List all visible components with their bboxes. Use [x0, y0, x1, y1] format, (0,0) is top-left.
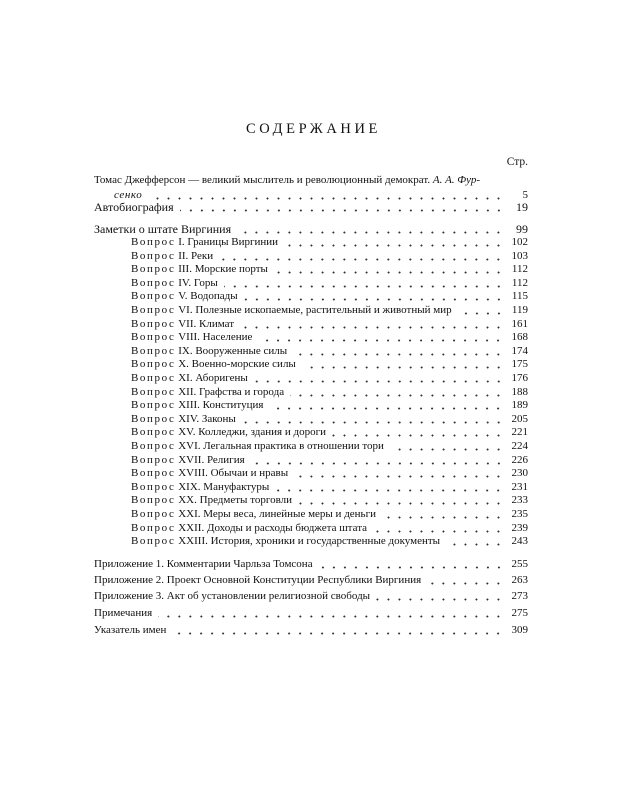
toc-entry-title: XXI. Меры веса, линейные меры и деньги	[178, 508, 376, 520]
toc-entry-label-group	[131, 331, 252, 344]
toc-entry-title: XVII. Религия	[178, 453, 245, 466]
toc-entry-title: Приложение 2. Проект Основной Конституции Республики Виргиния	[94, 574, 422, 586]
toc-entry-label-group	[131, 535, 440, 548]
toc-page-number: 161	[511, 317, 528, 330]
toc-page-number: 176	[511, 372, 528, 384]
toc-entry[interactable]	[94, 589, 528, 603]
toc-entry-title: II. Реки	[178, 249, 214, 262]
toc-page-number: 115	[511, 290, 528, 303]
toc-page-number: 230	[511, 467, 528, 480]
toc-entry-title: IV. Горы	[178, 276, 218, 289]
toc-entry-title: IX. Вооруженные силы	[178, 344, 288, 357]
toc-page-number: 102	[511, 236, 528, 248]
leader-dots	[242, 421, 504, 424]
leader-dots	[237, 231, 504, 234]
toc-entry-prefix: Вопрос	[131, 385, 176, 398]
toc-entry[interactable]	[131, 507, 528, 521]
toc-entry-prefix: Вопрос	[131, 372, 176, 384]
toc-entry-title: Автобиография	[94, 200, 174, 214]
toc-entry-prefix: Вопрос	[131, 263, 176, 276]
toc-entry-label-group	[131, 345, 287, 358]
toc-entry-label-group	[131, 358, 296, 371]
toc-entry[interactable]	[131, 262, 528, 276]
toc-entry[interactable]	[131, 249, 528, 263]
toc-entry-prefix: Вопрос	[131, 453, 176, 466]
leader-dots	[427, 582, 504, 585]
toc-entry-label-group	[131, 440, 384, 453]
toc-page-number: 231	[511, 480, 528, 493]
toc-entry-title: III. Морские порты	[178, 263, 268, 276]
toc-page-number: 233	[511, 494, 528, 507]
page-title: СОДЕРЖАНИЕ	[246, 121, 381, 137]
leader-dots	[251, 462, 504, 465]
toc-entry-title: XIX. Мануфактуры	[178, 480, 270, 493]
toc-entry-title: VIII. Население	[178, 331, 253, 344]
toc-entry-label-group	[131, 304, 452, 317]
toc-entry-prefix: Вопрос	[131, 535, 176, 548]
toc-entry[interactable]	[131, 357, 528, 371]
page-column-header: Стр.	[506, 156, 528, 168]
toc-entry-label-group	[94, 558, 313, 571]
leader-dots	[294, 475, 504, 478]
toc-entry[interactable]	[94, 557, 528, 571]
toc-entry-label-group	[131, 236, 278, 249]
toc-entry-title: Указатель имен	[94, 624, 167, 636]
toc-entry-prefix: Вопрос	[131, 494, 176, 507]
leader-dots	[390, 448, 504, 451]
toc-entry-title: XXIII. История, хроники и государственные документы	[178, 535, 441, 548]
leader-dots	[376, 598, 504, 601]
toc-page-number: 112	[511, 276, 528, 289]
toc-entry[interactable]	[131, 425, 528, 439]
leader-dots	[269, 407, 504, 410]
toc-entry-prefix: Вопрос	[131, 521, 176, 534]
intro-author-part2: сенко	[114, 189, 143, 201]
toc-entry-title: XIII. Конституция	[178, 399, 264, 412]
toc-entry-title: XIV. Законы	[178, 412, 236, 425]
toc-entry[interactable]	[94, 573, 528, 587]
toc-entry-title: Заметки о штате Виргиния	[94, 222, 232, 236]
toc-entry-prefix: Вопрос	[131, 358, 176, 371]
toc-entry-prefix: Вопрос	[131, 508, 176, 520]
toc-entry-prefix: Вопрос	[131, 276, 176, 289]
toc-entry[interactable]	[131, 385, 528, 399]
toc-entry-title: X. Военно-морские силы	[178, 358, 296, 371]
toc-entry-label-group	[94, 201, 174, 214]
leader-dots	[319, 566, 504, 569]
toc-entry[interactable]	[131, 480, 528, 494]
toc-entry-label-group	[131, 494, 292, 507]
toc-page-number: 224	[511, 440, 528, 452]
toc-entry[interactable]	[131, 439, 528, 453]
toc-page-number: 255	[511, 558, 528, 570]
toc-entry-title: V. Водопады	[178, 290, 238, 303]
leader-dots	[382, 516, 504, 519]
toc-entry-title: VI. Полезные ископаемые, растительный и животный мир	[178, 304, 452, 316]
toc-page-number: 226	[511, 453, 528, 466]
toc-entry-label-group	[131, 318, 234, 331]
toc-entry-label-group	[131, 413, 236, 426]
toc-page-number: 174	[511, 344, 528, 357]
toc-page-number: 103	[511, 249, 528, 262]
toc-entry-label-group	[94, 624, 166, 637]
leader-dots	[302, 366, 504, 369]
intro-title: Томас Джефферсон — великий мыслитель и революционный демократ.	[94, 174, 431, 186]
toc-page-number: 243	[511, 535, 528, 548]
toc-entry-label-group	[131, 522, 367, 535]
toc-entry-title: XII. Графства и города	[178, 385, 285, 398]
leader-dots	[293, 353, 504, 356]
toc-entry-prefix: Вопрос	[131, 440, 176, 452]
toc-entry-label-group	[131, 454, 245, 467]
toc-page-number: 112	[511, 263, 528, 276]
toc-page-number: 221	[511, 426, 528, 439]
toc-entry[interactable]	[131, 371, 528, 385]
toc-entry-title: XX. Предметы торговли	[178, 494, 293, 507]
toc-entry[interactable]	[131, 466, 528, 480]
toc-entry-title: Примечания	[94, 607, 153, 619]
leader-dots	[258, 339, 504, 342]
toc-entry[interactable]	[131, 412, 528, 426]
leader-dots	[224, 285, 504, 288]
toc-page-number: 188	[511, 385, 528, 398]
leader-dots	[284, 244, 504, 247]
toc-entry-prefix: Вопрос	[131, 236, 176, 248]
toc-entry[interactable]	[94, 222, 528, 236]
toc-entry-label-group	[94, 590, 370, 603]
toc-entry-prefix: Вопрос	[131, 344, 176, 357]
toc-entry-title: Приложение 1. Комментарии Чарльза Томсона	[94, 558, 313, 570]
toc-page-number: 119	[511, 304, 528, 316]
toc-entry-title: XI. Аборигены	[178, 372, 248, 384]
toc-page-number: 5	[522, 189, 528, 201]
toc-entry-label-group	[131, 372, 248, 385]
leader-dots	[240, 326, 504, 329]
toc-page-number: 239	[511, 521, 528, 534]
toc-entry-title: Приложение 3. Акт об установлении религиозной свободы	[94, 590, 371, 602]
toc-entry[interactable]	[94, 606, 528, 620]
toc-entry-label-group	[94, 574, 421, 587]
toc-entry-prefix: Вопрос	[131, 467, 176, 480]
toc-entry[interactable]	[131, 235, 528, 249]
toc-page-number: 263	[511, 574, 528, 586]
leader-dots	[290, 394, 504, 397]
toc-entry[interactable]	[131, 344, 528, 358]
toc-entry-label-group	[131, 467, 288, 480]
toc-entry-prefix: Вопрос	[131, 249, 176, 262]
toc-entry-prefix: Вопрос	[131, 426, 176, 439]
leader-dots	[274, 271, 504, 274]
toc-entry-intro[interactable]	[94, 173, 529, 187]
toc-entry[interactable]	[131, 303, 528, 317]
toc-entry-prefix: Вопрос	[131, 480, 176, 493]
toc-entry-label-group	[131, 481, 269, 494]
toc-entry-title: XVIII. Обычаи и нравы	[178, 467, 289, 480]
toc-entry-prefix: Вопрос	[131, 304, 176, 316]
toc-page-number: 205	[511, 412, 528, 425]
toc-page-number: 99	[516, 222, 528, 236]
toc-entry[interactable]	[94, 623, 528, 637]
toc-entry-prefix: Вопрос	[131, 317, 176, 330]
toc-entry-prefix: Вопрос	[131, 290, 176, 303]
toc-entry-label-group	[94, 607, 152, 620]
toc-entry[interactable]	[94, 200, 528, 214]
toc-entry-label-group	[131, 508, 376, 521]
toc-entry[interactable]	[131, 453, 528, 467]
leader-dots	[446, 543, 504, 546]
toc-entry-label-group	[131, 277, 218, 290]
leader-dots	[244, 298, 504, 301]
toc-entry-label-group	[131, 250, 213, 263]
toc-entry[interactable]	[131, 289, 528, 303]
toc-entry[interactable]	[131, 521, 528, 535]
toc-entry[interactable]	[131, 330, 528, 344]
leader-dots	[158, 615, 504, 618]
toc-page-number: 175	[511, 358, 528, 371]
intro-author-part1: А. А. Фур-	[432, 174, 481, 186]
toc-entry[interactable]	[131, 534, 528, 548]
leader-dots	[332, 434, 504, 437]
toc-entry[interactable]	[131, 276, 528, 290]
toc-entry-label-group	[131, 426, 326, 439]
toc-entry-label-group	[131, 290, 238, 303]
leader-dots	[180, 209, 504, 212]
toc-page-number: 309	[511, 624, 528, 636]
leader-dots	[373, 530, 504, 533]
toc-entry[interactable]	[131, 493, 528, 507]
toc-entry-title: XVI. Легальная практика в отношении тори	[178, 440, 384, 452]
leader-dots	[172, 632, 504, 635]
toc-entry-label-group	[131, 263, 268, 276]
leader-dots	[219, 258, 504, 261]
toc-entry[interactable]	[131, 317, 528, 331]
toc-entry-title: I. Границы Виргинии	[178, 236, 279, 248]
toc-entry-label-group	[131, 386, 284, 399]
toc-entry[interactable]	[131, 398, 528, 412]
toc-entry-title: XXII. Доходы и расходы бюджета штата	[178, 521, 368, 534]
leader-dots	[254, 380, 504, 383]
toc-entry-prefix: Вопрос	[131, 399, 176, 412]
toc-entry-title: VII. Климат	[178, 317, 235, 330]
leader-dots	[458, 312, 504, 315]
toc-entry-title: XV. Колледжи, здания и дороги	[178, 426, 326, 439]
toc-page-number: 235	[511, 508, 528, 520]
toc-page-number: 19	[516, 200, 528, 214]
toc-page-number: 189	[511, 399, 528, 412]
toc-page-number: 273	[511, 590, 528, 602]
leader-dots	[298, 502, 504, 505]
leader-dots	[275, 489, 504, 492]
toc-page-number: 275	[511, 607, 528, 619]
toc-entry-prefix: Вопрос	[131, 331, 176, 344]
toc-entry-label-group	[131, 399, 263, 412]
toc-page-number: 168	[511, 331, 528, 344]
toc-entry-prefix: Вопрос	[131, 412, 176, 425]
